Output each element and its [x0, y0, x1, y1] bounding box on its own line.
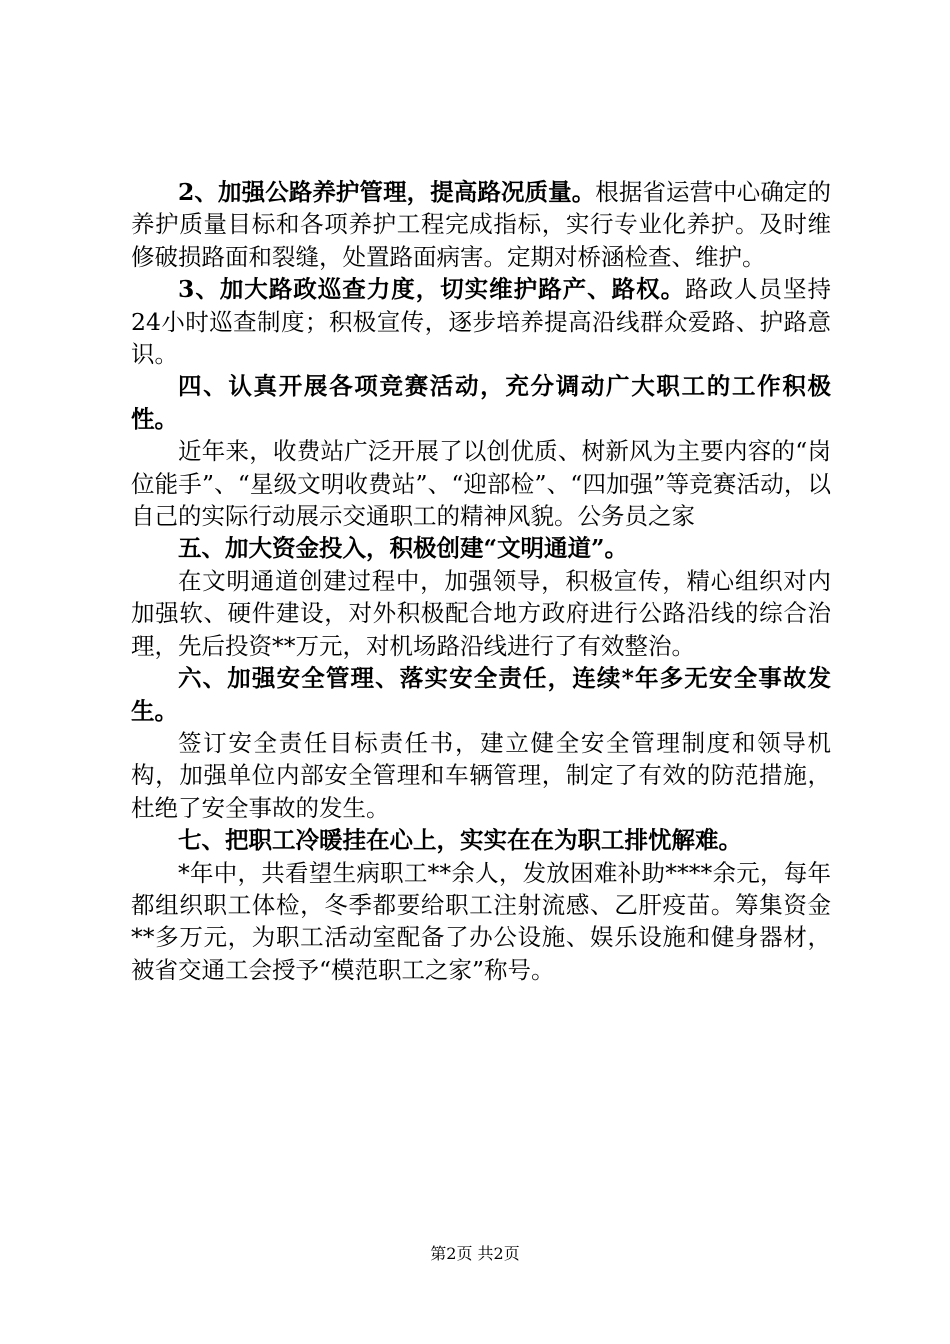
section-body-staff-welfare: *年中，共看望生病职工**余人，发放困难补助****余元，每年都组织职工体检，冬季都要给职工注射流感、乙肝疫苗。筹集资金**多万元，为职工活动室配备了办公设施、娱乐设施和健身器材，被省交通工会授予“模范职工之家”称号。: [131, 858, 831, 984]
section-body-competitions: 近年来，收费站广泛开展了以创优质、树新风为主要内容的“岗位能手”、“星级文明收费站”、“迎部检”、“四加强”等竞赛活动，以自己的实际行动展示交通职工的精神风貌。公务员之家: [131, 437, 831, 531]
paragraph-road-maintenance: [131, 176, 831, 273]
page-footer: 第2页 共2页: [430, 1244, 520, 1263]
document-body: [131, 176, 831, 986]
paragraph-road-patrol: [131, 273, 831, 370]
section-heading-competitions: 四、认真开展各项竞赛活动，充分调动广大职工的工作积极性。: [131, 372, 831, 433]
section-body-safety: 签订安全责任目标责任书，建立健全安全管理制度和领导机构，加强单位内部安全管理和车辆管理，制定了有效的防范措施，杜绝了安全事故的发生。: [131, 728, 831, 822]
section-heading-safety: 六、加强安全管理、落实安全责任，连续*年多无安全事故发生。: [131, 664, 831, 725]
paragraph-text: 根据省运营中心确定的养护质量目标和各项养护工程完成指标，实行专业化养护。及时维修破损路面和裂缝，处置路面病害。定期对桥涵检查、维护。: [131, 178, 831, 271]
section-body-civilized-channel: 在文明通道创建过程中，加强领导，积极宣传，精心组织对内加强软、硬件建设，对外积极配合地方政府进行公路沿线的综合治理，先后投资**万元，对机场路沿线进行了有效整治。: [131, 566, 831, 660]
paragraph-lead: 2、加强公路养护管理，提高路况质量。: [178, 178, 596, 206]
paragraph-text: 路政人员坚持24小时巡查制度；积极宣传，逐步培养提高沿线群众爱路、护路意识。: [131, 275, 831, 369]
section-heading-civilized-channel: 五、加大资金投入，积极创建“文明通道”。: [178, 534, 629, 563]
section-heading-staff-welfare: 七、把职工冷暖挂在心上，实实在在为职工排忧解难。: [178, 826, 742, 855]
paragraph-lead: 3、加大路政巡查力度，切实维护路产、路权。: [178, 275, 686, 304]
